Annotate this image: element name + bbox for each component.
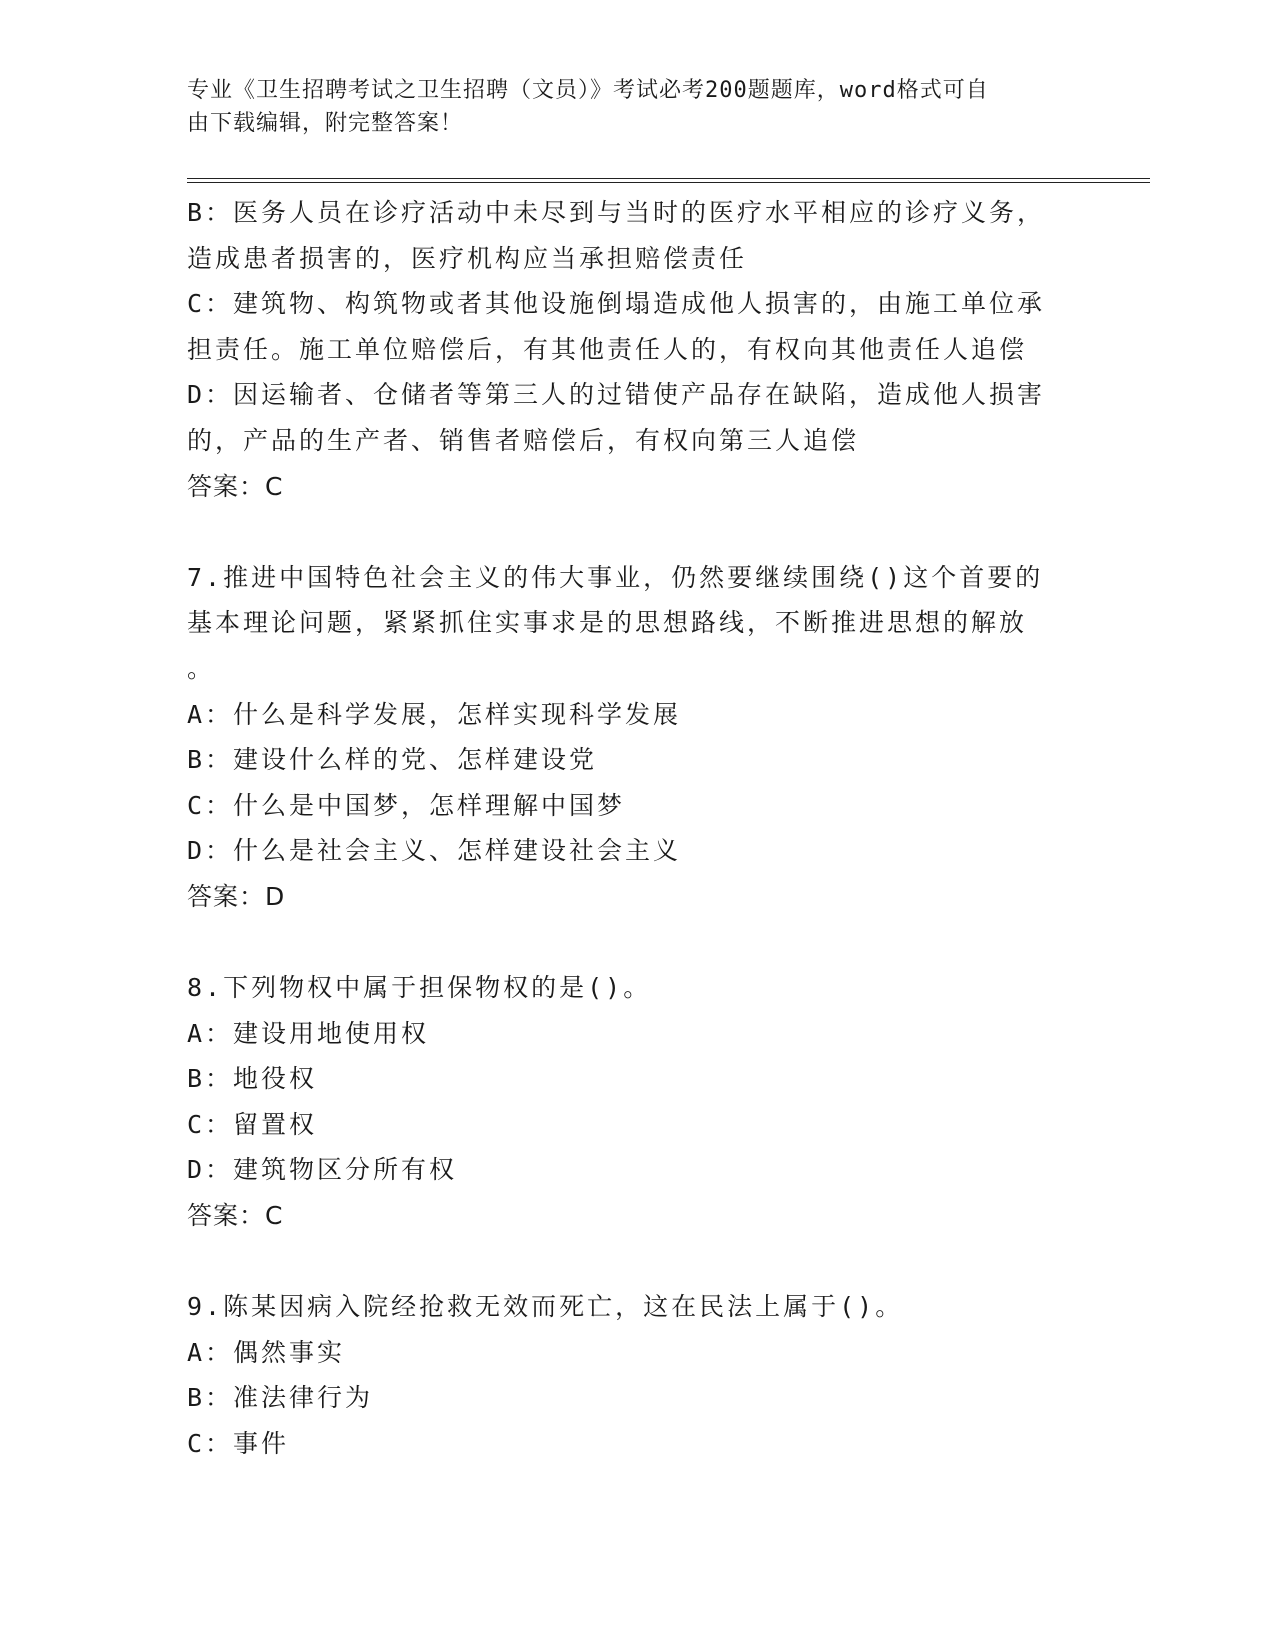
answer-6: 答案：C [187,471,284,501]
question-7 [187,555,1087,920]
question-spacer [187,1239,1087,1285]
question-8-option-a: A：建设用地使用权 [187,1018,430,1048]
answer-7: 答案：D [187,881,286,911]
question-9-stem: 9.陈某因病入院经抢救无效而死亡，这在民法上属于()。 [187,1292,904,1322]
question-spacer [187,920,1087,966]
option-c-line-1: C：建筑物、构筑物或者其他设施倒塌造成他人损害的，由施工单位承 [187,289,1046,319]
question-7-option-c: C：什么是中国梦，怎样理解中国梦 [187,790,626,820]
question-8 [187,965,1087,1239]
question-7-option-a: A：什么是科学发展，怎样实现科学发展 [187,699,682,729]
header-divider-bottom [187,182,1150,183]
question-7-stem-line-3: 。 [187,653,216,683]
question-7-stem-line-2: 基本理论问题，紧紧抓住实事求是的思想路线，不断推进思想的解放 [187,608,1028,638]
header-divider-top [187,178,1150,179]
question-9 [187,1284,1087,1466]
question-8-stem: 8.下列物权中属于担保物权的是()。 [187,973,652,1003]
question-spacer [187,509,1087,555]
question-7-option-b: B：建设什么样的党、怎样建设党 [187,745,598,775]
option-c-line-2: 担责任。施工单位赔偿后，有其他责任人的，有权向其他责任人追偿 [187,334,1028,364]
option-d-line-2: 的，产品的生产者、销售者赔偿后，有权向第三人追偿 [187,425,860,455]
option-b-line-1: B：医务人员在诊疗活动中未尽到与当时的医疗水平相应的诊疗义务， [187,198,1046,227]
option-b-line-2: 造成患者损害的，医疗机构应当承担赔偿责任 [187,243,748,273]
question-8-option-b: B：地役权 [187,1064,318,1094]
question-7-option-d: D：什么是社会主义、怎样建设社会主义 [187,836,682,866]
option-d-line-1: D：因运输者、仓储者等第三人的过错使产品存在缺陷，造成他人损害 [187,380,1046,410]
answer-8: 答案：C [187,1201,284,1231]
header-line-2: 由下载编辑，附完整答案！ [187,111,464,136]
page-header [187,74,1067,140]
question-8-option-d: D：建筑物区分所有权 [187,1155,458,1185]
question-9-option-b: B：准法律行为 [187,1383,374,1413]
question-9-option-a: A：偶然事实 [187,1337,346,1367]
question-7-stem-line-1: 7.推进中国特色社会主义的伟大事业，仍然要继续围绕()这个首要的 [187,562,1044,592]
question-8-option-c: C：留置权 [187,1109,318,1139]
question-list [187,190,1087,1467]
header-line-1: 专业《卫生招聘考试之卫生招聘（文员）》考试必考200题题库，word格式可自 [187,78,989,103]
question-6-continued [187,190,1087,509]
question-9-option-c: C：事件 [187,1429,290,1459]
